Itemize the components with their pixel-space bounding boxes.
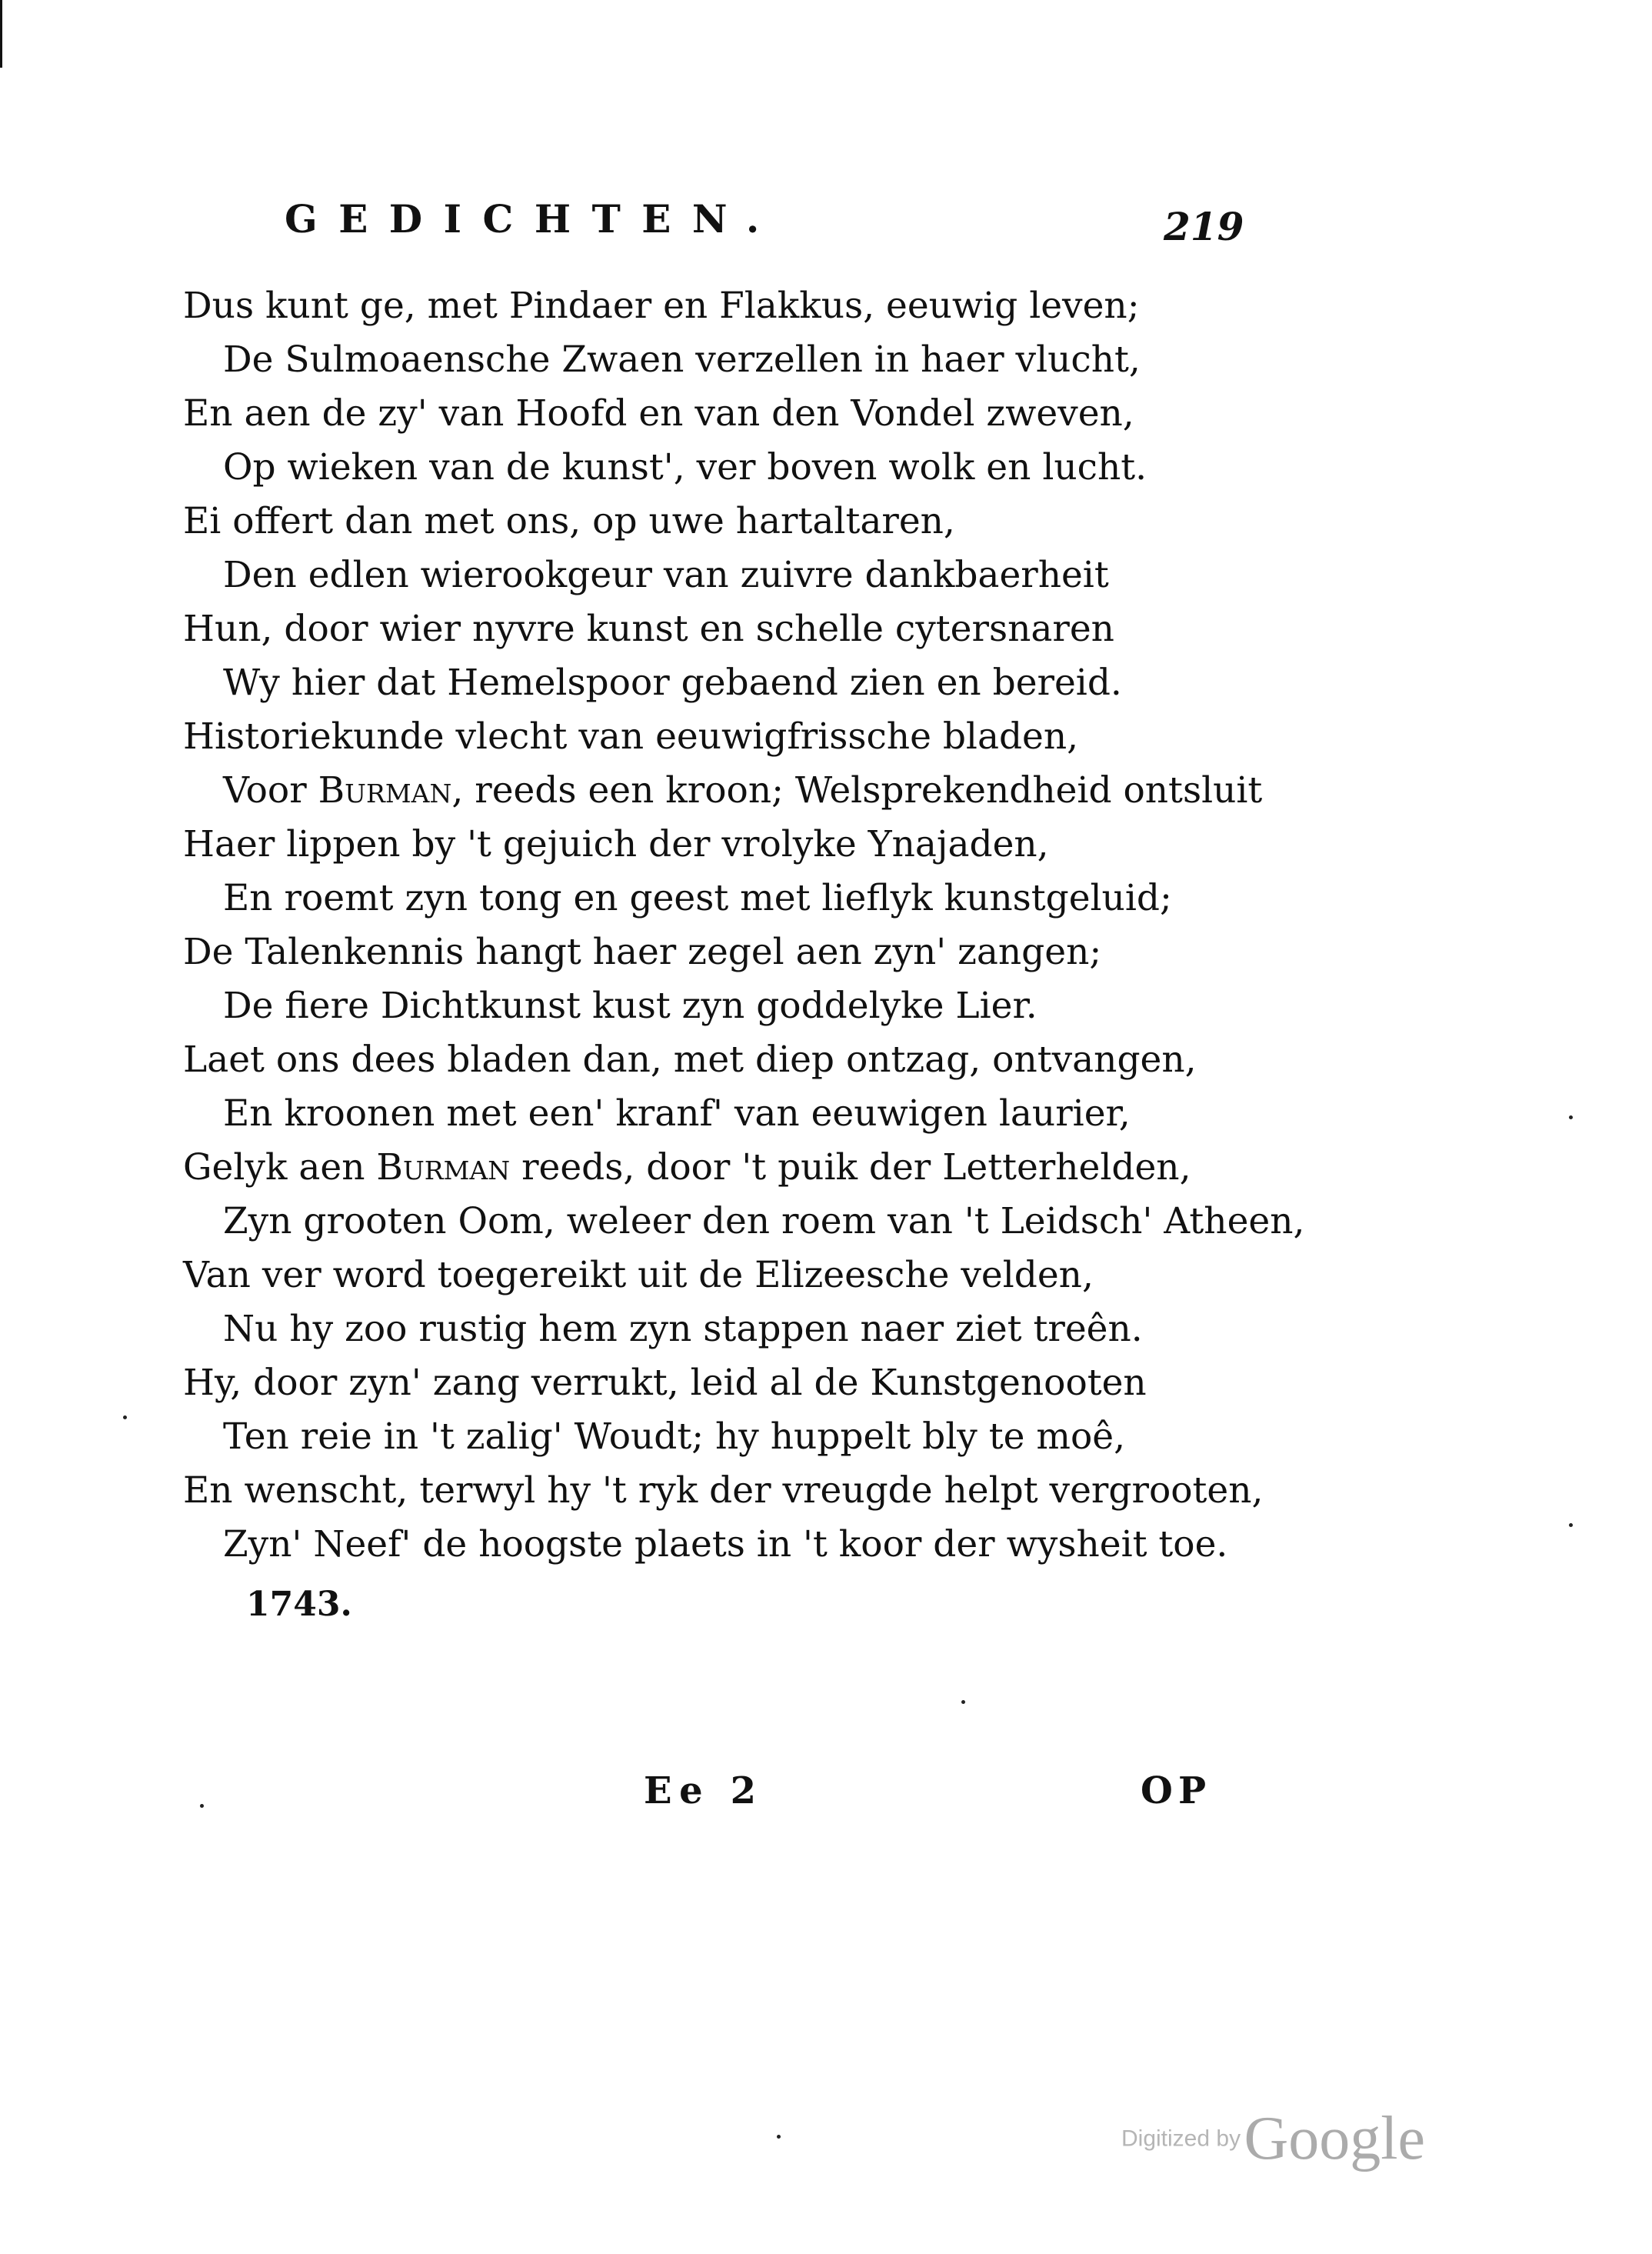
poem-line: De fiere Dichtkunst kust zyn goddelyke Lier.	[223, 985, 1037, 1027]
line-text: , reeds een kroon; Welsprekendheid ontsluit	[451, 769, 1263, 812]
poem-line: Op wieken van de kunst', ver boven wolk en lucht.	[223, 446, 1147, 488]
poem-line: Ten reie in 't zalig' Woudt; hy huppelt bly te moê,	[223, 1415, 1126, 1458]
poem-line: Nu hy zoo rustig hem zyn stappen naer ziet treên.	[223, 1308, 1143, 1350]
ink-speck	[961, 1700, 965, 1704]
poem-line: Haer lippen by 't gejuich der vrolyke Ynajaden,	[183, 823, 1049, 865]
poem-line: Historiekunde vlecht van eeuwigfrissche bladen,	[183, 715, 1079, 758]
page-edge-rule	[0, 0, 2, 68]
poem-line: Laet ons dees bladen dan, met diep ontzag, ontvangen,	[183, 1039, 1197, 1081]
poem-line	[0, 1141, 1652, 1195]
poem-line: Van ver word toegereikt uit de Elizeesche velden,	[183, 1254, 1094, 1296]
name-burman: Burman	[318, 769, 452, 812]
ink-speck	[1569, 1115, 1573, 1119]
year: 1743.	[246, 1585, 352, 1624]
page-number: 219	[1164, 204, 1244, 249]
poem-line: Wy hier dat Hemelspoor gebaend zien en bereid.	[223, 662, 1122, 704]
running-title: GEDICHTEN.	[285, 196, 781, 242]
poem-line: Zyn' Neef' de hoogste plaets in 't koor der wysheit toe.	[223, 1523, 1228, 1565]
digitization-watermark	[1121, 2104, 1425, 2174]
poem-line: En kroonen met een' kranf' van eeuwigen laurier,	[223, 1092, 1131, 1135]
poem-line: De Sulmoaensche Zwaen verzellen in haer vlucht,	[223, 338, 1141, 381]
ink-speck	[777, 2135, 781, 2139]
poem-line: En wenscht, terwyl hy 't ryk der vreugde helpt vergrooten,	[183, 1469, 1264, 1512]
line-text: Voor	[223, 769, 318, 812]
catchword: OP	[1141, 1769, 1212, 1812]
poem-line: Hy, door zyn' zang verrukt, leid al de Kunstgenooten	[183, 1362, 1147, 1404]
poem-line: Dus kunt ge, met Pindaer en Flakkus, eeuwig leven;	[183, 285, 1140, 327]
poem-line: Den edlen wierookgeur van zuivre dankbaerheit	[223, 554, 1109, 596]
ink-speck	[1569, 1523, 1573, 1527]
poem-line: En aen de zy' van Hoofd en van den Vondel zweven,	[183, 392, 1134, 435]
name-burman: Burman	[376, 1146, 511, 1189]
line-text: Gelyk aen	[183, 1146, 377, 1189]
watermark-brand: Google	[1244, 2105, 1426, 2172]
poem-line	[0, 764, 1652, 818]
ink-speck	[200, 1804, 204, 1808]
poem-line: De Talenkennis hangt haer zegel aen zyn' zangen;	[183, 931, 1102, 973]
poem-body	[0, 279, 1652, 1572]
poem-line: Zyn grooten Oom, weleer den roem van 't Leidsch' Atheen,	[223, 1200, 1305, 1242]
watermark-prefix: Digitized by	[1121, 2126, 1241, 2152]
line-text: reeds, door 't puik der Letterhelden,	[510, 1146, 1191, 1189]
signature-mark: Ee 2	[644, 1769, 764, 1812]
poem-line: Hun, door wier nyvre kunst en schelle cytersnaren	[183, 608, 1114, 650]
ink-speck	[123, 1415, 127, 1419]
poem-line: En roemt zyn tong en geest met lieflyk kunstgeluid;	[223, 877, 1172, 919]
poem-line: Ei offert dan met ons, op uwe hartaltaren,	[183, 500, 955, 542]
